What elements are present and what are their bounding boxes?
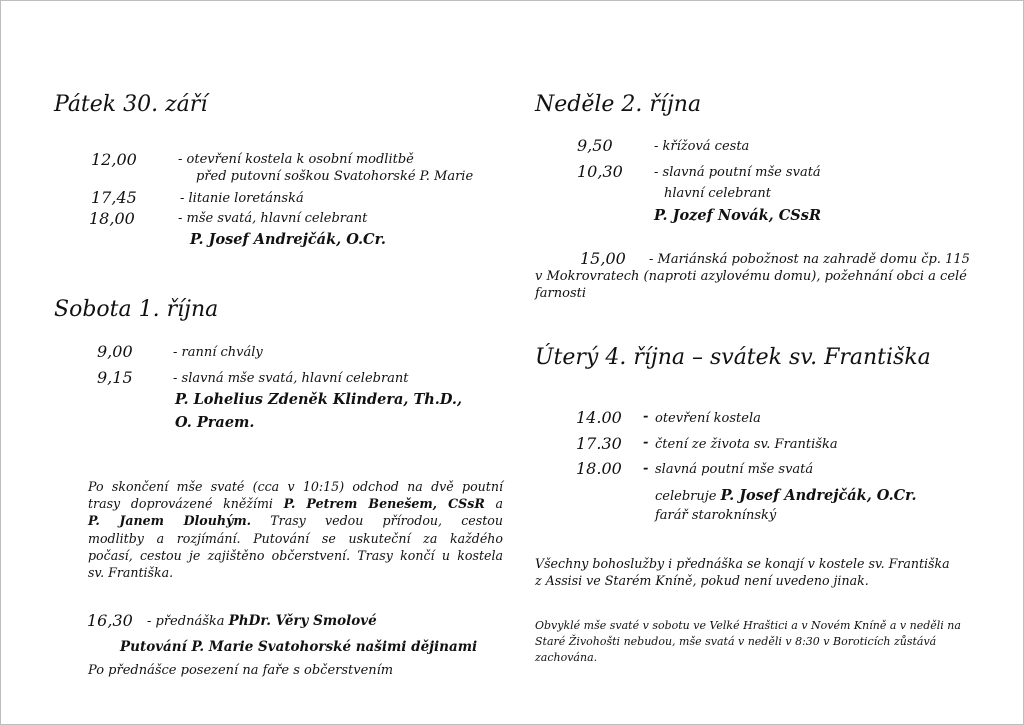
note-line-1: Všechny bohoslužby i přednáška se konají v kostele sv. Františka xyxy=(535,556,950,571)
sunday-text-2: - slavná poutní mše svatá xyxy=(654,165,821,180)
friday-time-3: 18,00 xyxy=(89,209,135,228)
tuesday-text-3: slavná poutní mše svatá xyxy=(655,462,814,477)
pilgrimage-line-3: P. Janem Dlouhým. Trasy vedou přírodou, cestou xyxy=(88,513,503,529)
sunday-heading: Neděle 2. října xyxy=(535,92,702,117)
tuesday-dash-3: - xyxy=(643,461,649,476)
saturday-celebrant-line1: P. Lohelius Zdeněk Klindera, Th.D., xyxy=(175,391,463,408)
small-note-line-2: Staré Živohošti nebudou, mše svatá v neděli v 8:30 v Boroticích zůstává xyxy=(535,635,937,648)
sunday-celebrant: P. Jozef Novák, CSsR xyxy=(654,207,821,224)
pilgrimage-line-4: modlitby a rozjímání. Putování se uskuteční za každého xyxy=(88,530,503,546)
tuesday-heading: Úterý 4. října – svátek sv. Františka xyxy=(535,345,931,370)
sunday-time-1: 9,50 xyxy=(577,136,613,155)
lecture-speaker: PhDr. Věry Smolové xyxy=(228,613,377,629)
tuesday-dash-2: - xyxy=(643,435,649,450)
priest-benes: P. Petrem Benešem, CSsR xyxy=(283,496,485,512)
lecture-time: 16,30 xyxy=(87,611,133,630)
saturday-time-2: 9,15 xyxy=(97,368,133,387)
marian-time: 15,00 xyxy=(580,249,626,268)
tuesday-role: farář staroknínský xyxy=(655,508,777,523)
pilgrimage-line-2: trasy doprovázené kněžími P. Petrem Benešem, CSsR a xyxy=(88,496,503,512)
marian-line-3: farnosti xyxy=(535,286,587,301)
friday-text-1b: před putovní soškou Svatohorské P. Marie xyxy=(196,169,474,184)
tuesday-celebrant: P. Josef Andrejčák, O.Cr. xyxy=(720,487,917,504)
pilgrimage-line-5: počasí, cestou je zajištěno občerstvení. Trasy končí u kostela xyxy=(88,547,503,563)
tuesday-time-3: 18.00 xyxy=(576,459,622,478)
small-note xyxy=(535,618,961,666)
pilgrimage-line-1: Po skončení mše svaté (cca v 10:15) odchod na dvě poutní xyxy=(88,479,503,494)
friday-heading: Pátek 30. září xyxy=(54,92,208,117)
tuesday-time-1: 14.00 xyxy=(576,408,622,427)
marian-line-1: - Mariánská pobožnost na zahradě domu čp. 115 xyxy=(649,252,970,267)
lecture-after: Po přednášce posezení na faře s občerstvením xyxy=(88,663,394,678)
priest-dlouhy: P. Janem Dlouhým. xyxy=(88,513,252,529)
lecture-line: - přednáška PhDr. Věry Smolové xyxy=(147,613,377,629)
sunday-text-2b: hlavní celebrant xyxy=(664,186,771,201)
friday-text-3: - mše svatá, hlavní celebrant xyxy=(178,211,368,226)
tuesday-time-2: 17.30 xyxy=(576,434,622,453)
small-note-line-1: Obvyklé mše svaté v sobotu ve Velké Hraštici a v Novém Kníně a v neděli na xyxy=(535,619,961,632)
small-note-line-3: zachována. xyxy=(535,651,598,664)
tuesday-dash-1: - xyxy=(643,409,649,424)
saturday-heading: Sobota 1. října xyxy=(54,297,219,322)
friday-text-2: - litanie loretánská xyxy=(180,191,304,206)
saturday-celebrant-line2: O. Praem. xyxy=(175,414,255,431)
note-line-2: z Assisi ve Starém Kníně, pokud není uvedeno jinak. xyxy=(535,573,869,588)
tuesday-text-1: otevření kostela xyxy=(655,411,761,426)
pilgrimage-line-6: sv. Františka. xyxy=(88,565,174,581)
lecture-title: Putování P. Marie Svatohorské našimi dějinami xyxy=(120,639,478,655)
friday-text-1: - otevření kostela k osobní modlitbě xyxy=(178,152,414,167)
saturday-text-2: - slavná mše svatá, hlavní celebrant xyxy=(173,371,409,386)
friday-celebrant: P. Josef Andrejčák, O.Cr. xyxy=(190,231,386,248)
pilgrimage-paragraph xyxy=(88,478,503,581)
tuesday-text-2: čtení ze života sv. Františka xyxy=(655,437,838,452)
friday-time-2: 17,45 xyxy=(91,188,137,207)
saturday-time-1: 9,00 xyxy=(97,342,133,361)
sunday-time-2: 10,30 xyxy=(577,162,623,181)
sunday-text-1: - křížová cesta xyxy=(654,139,750,154)
friday-time-1: 12,00 xyxy=(91,150,137,169)
saturday-text-1: - ranní chvály xyxy=(173,345,263,360)
marian-line-2: v Mokrovratech (naproti azylovému domu), požehnání obci a celé xyxy=(535,269,967,284)
tuesday-celebrates: celebruje P. Josef Andrejčák, O.Cr. xyxy=(655,487,917,504)
